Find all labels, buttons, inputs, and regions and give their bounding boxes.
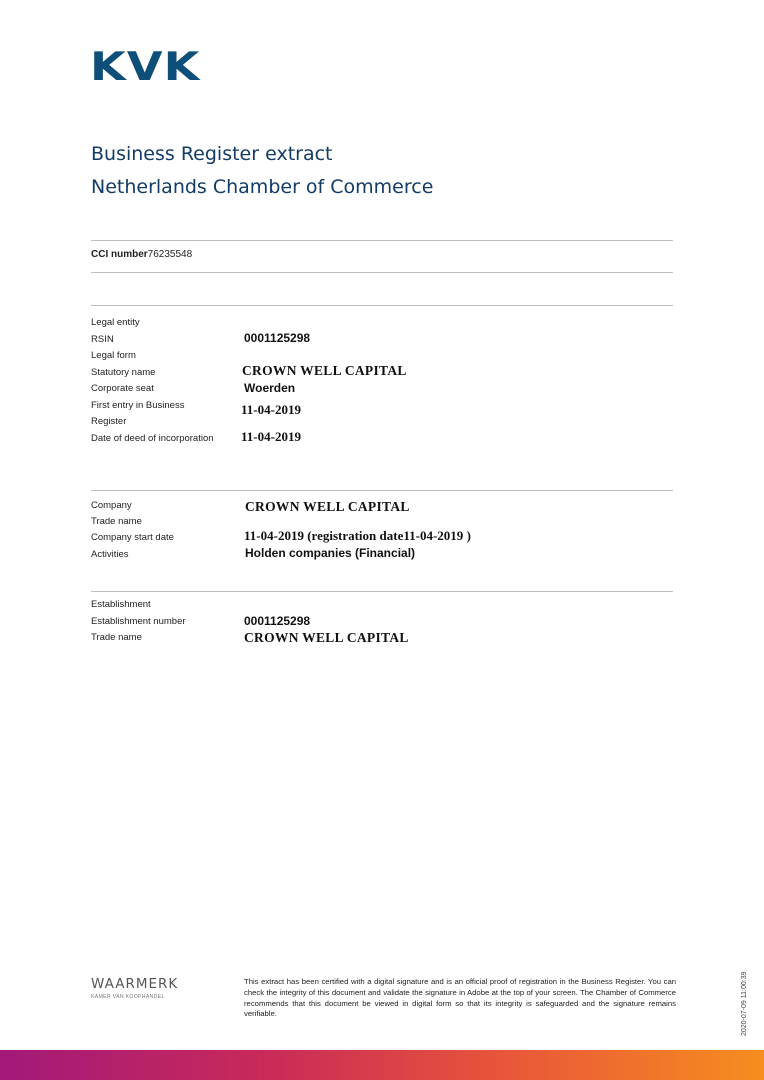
rsin-value: 0001125298 (244, 331, 311, 345)
divider (91, 591, 673, 592)
kvk-small-text: KAMER VAN KOOPHANDEL (91, 994, 165, 1000)
deed-value: 11-04-2019 (241, 429, 301, 444)
divider (91, 272, 673, 273)
divider (91, 240, 673, 241)
activities-label: Activities (91, 549, 129, 560)
cci-label: CCI number (91, 249, 148, 260)
establishment-trade-name-label: Trade name (91, 632, 142, 643)
cci-value: 76235548 (147, 249, 193, 260)
corporate-seat-label: Corporate seat (91, 383, 154, 394)
rsin-label: RSIN (91, 334, 114, 345)
statutory-name-value: CROWN WELL CAPITAL (242, 363, 407, 378)
legal-entity-section-label: Legal entity (91, 317, 140, 328)
kvk-logo: KVK (90, 45, 201, 90)
brand-gradient-bar (0, 1050, 764, 1080)
trade-name-label: Trade name (91, 516, 142, 527)
cci-number (91, 249, 192, 260)
corporate-seat-value: Woerden (244, 381, 296, 395)
divider (91, 305, 673, 306)
registration-prefix: (registration date (307, 528, 404, 543)
deed-label: Date of deed of incorporation (91, 433, 214, 444)
establishment-number-label: Establishment number (91, 616, 186, 627)
company-section-label: Company (91, 500, 132, 511)
company-name-value: CROWN WELL CAPITAL (245, 499, 410, 514)
page-subtitle: Netherlands Chamber of Commerce (91, 176, 434, 198)
first-entry-value: 11-04-2019 (241, 402, 301, 417)
waarmerk-logo: WAARMERK (91, 976, 179, 992)
start-date-row (244, 528, 471, 544)
first-entry-label-2: Register (91, 416, 127, 427)
establishment-trade-name-value: CROWN WELL CAPITAL (244, 630, 409, 645)
start-date-label: Company start date (91, 532, 174, 543)
activities-value: Holden companies (Financial) (245, 546, 416, 560)
first-entry-label: First entry in Business (91, 400, 185, 411)
establishment-section-label: Establishment (91, 599, 151, 610)
establishment-number-value: 0001125298 (244, 614, 311, 628)
page-title: Business Register extract (91, 143, 333, 165)
disclaimer-text: This extract has been certified with a digital signature and is an official proof of registration in the Business Register. You can check the integrity of this document and validate the signature in Adobe at the top of your screen. The Chamber of Commerce recommends that this document be viewed in digital form so that its integrity is safeguarded and the signature remains verifiable. (244, 977, 676, 1019)
registration-date: 11-04-2019 (403, 528, 464, 543)
legal-form-label: Legal form (91, 350, 136, 361)
statutory-name-label: Statutory name (91, 367, 156, 378)
start-date-value: 11-04-2019 (244, 528, 304, 543)
divider (91, 490, 673, 491)
timestamp: 2020-07-09 11:00:39 (741, 971, 748, 1036)
registration-suffix: ) (466, 528, 471, 543)
